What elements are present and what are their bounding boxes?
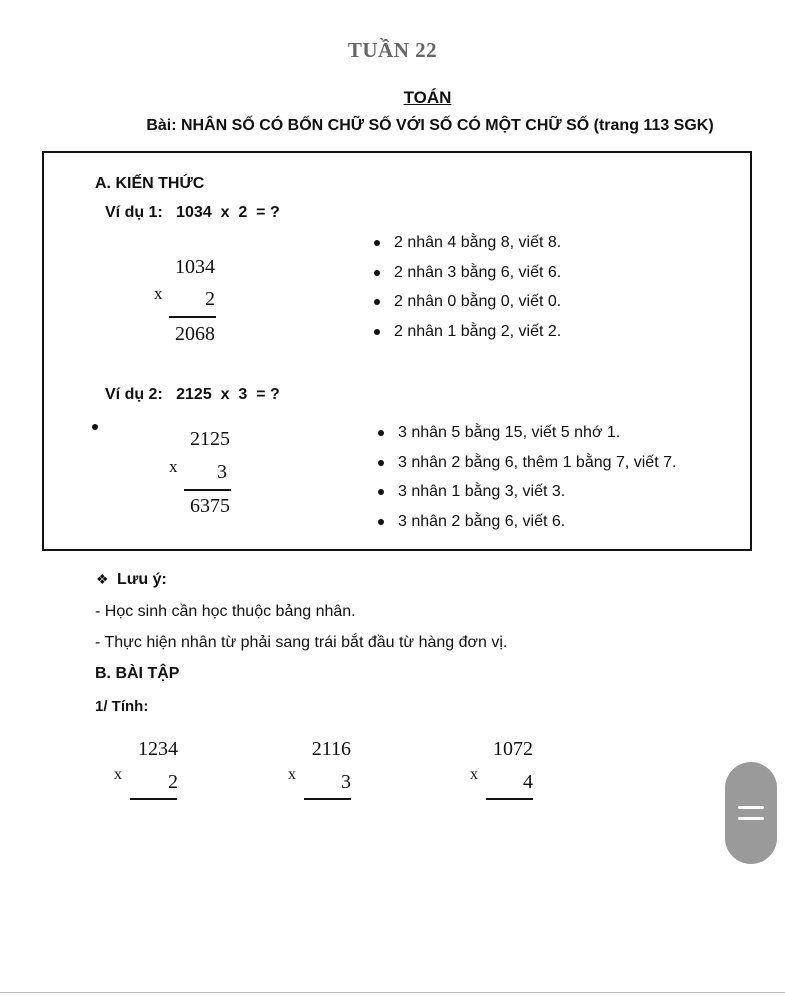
example2-step: 3 nhân 5 bằng 15, viết 5 nhớ 1. [374, 422, 676, 452]
example1-step: 2 nhân 4 bằng 8, viết 8. [370, 232, 561, 262]
week-title: TUẦN 22 [347, 38, 438, 62]
problem1-top-number: 1234 [138, 738, 178, 760]
example2-steps [374, 422, 676, 540]
problem2-top-number: 2116 [311, 738, 351, 760]
example2-step: 3 nhân 2 bằng 6, viết 6. [374, 511, 676, 541]
knowledge-heading: A. KIẾN THỨC [95, 175, 205, 192]
example1-result-line [169, 316, 216, 318]
example2-multiply-sign: x [169, 457, 178, 476]
problem3-multiplier: 4 [523, 771, 533, 793]
page-bottom-divider [0, 992, 785, 993]
subject-title: TOÁN [403, 88, 452, 107]
exercises-task: 1/ Tính: [95, 698, 149, 715]
notes-heading [96, 571, 167, 589]
example1-steps [370, 232, 561, 350]
problem2-answer-line [304, 798, 351, 800]
scroll-handle-icon[interactable] [725, 762, 777, 864]
example2-title: Ví dụ 2: 2125 x 3 = ? [105, 386, 280, 403]
diamond-bullet-icon: ❖ [96, 571, 109, 587]
exercises-heading: B. BÀI TẬP [95, 665, 180, 682]
example1-result: 2068 [175, 323, 215, 345]
problem1-answer-line [130, 798, 177, 800]
example1-step: 2 nhân 1 bằng 2, viết 2. [370, 321, 561, 351]
problem1-multiply-sign: x [114, 766, 122, 783]
example1-step: 2 nhân 3 bằng 6, viết 6. [370, 262, 561, 292]
example1-title: Ví dụ 1: 1034 x 2 = ? [105, 204, 280, 221]
example2-multiplier: 3 [217, 461, 227, 483]
example2-result-line [184, 489, 231, 491]
example1-multiply-sign: x [154, 284, 163, 303]
example2-result: 6375 [190, 495, 230, 517]
stray-bullet-dot [92, 424, 98, 430]
problem2-multiply-sign: x [288, 766, 296, 783]
problem2-multiplier: 3 [341, 771, 351, 793]
example2-top-number: 2125 [190, 428, 230, 450]
problem3-multiply-sign: x [470, 766, 478, 783]
note-line: - Học sinh cần học thuộc bảng nhân. [95, 603, 356, 620]
problem3-answer-line [486, 798, 533, 800]
example2-step: 3 nhân 1 bằng 3, viết 3. [374, 481, 676, 511]
example1-step: 2 nhân 0 bằng 0, viết 0. [370, 291, 561, 321]
lesson-title: Bài: NHÂN SỐ CÓ BỐN CHỮ SỐ VỚI SỐ CÓ MỘT CHỮ SỐ (trang 113 SGK) [146, 117, 714, 134]
example1-multiplier: 2 [205, 288, 215, 310]
example1-top-number: 1034 [175, 256, 215, 278]
notes-title: Lưu ý: [117, 571, 167, 588]
problem3-top-number: 1072 [493, 738, 533, 760]
note-line: - Thực hiện nhân từ phải sang trái bắt đầu từ hàng đơn vị. [95, 634, 508, 651]
example2-step: 3 nhân 2 bằng 6, thêm 1 bằng 7, viết 7. [374, 452, 676, 482]
problem1-multiplier: 2 [168, 771, 178, 793]
